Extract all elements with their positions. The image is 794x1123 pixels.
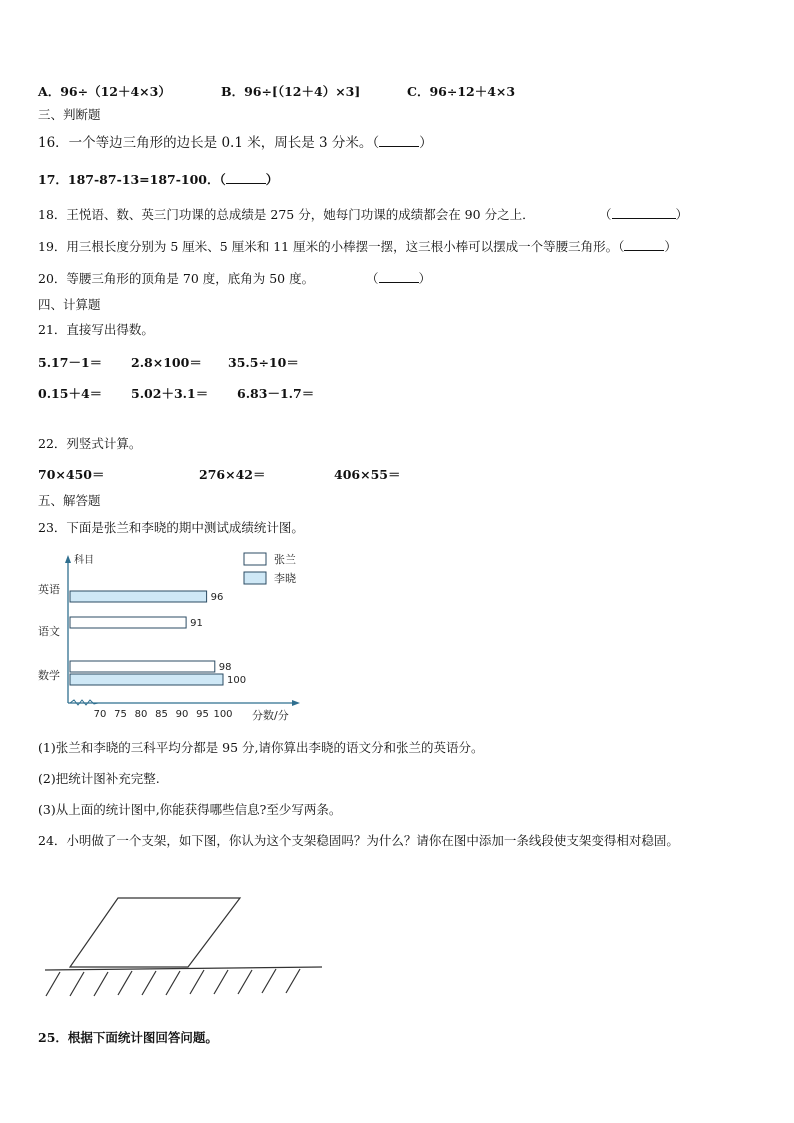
q18-open: （: [599, 207, 612, 222]
q25-title: 25．根据下面统计图回答问题。: [38, 1030, 218, 1045]
category-label: 数学: [38, 669, 60, 682]
q23-sub3: (3)从上面的统计图中,你能获得哪些信息?至少写两条。: [38, 802, 342, 817]
q17-close: ）: [265, 172, 279, 187]
parallelogram-support: [70, 898, 240, 967]
x-tick-label: 70: [93, 709, 107, 720]
q22-title: 22．列竖式计算。: [38, 436, 142, 451]
q18: [38, 207, 535, 223]
q17-text: 17．187-87-13=187-100．（: [38, 172, 226, 187]
category-label: 英语: [38, 583, 60, 596]
q23-sub2: (2)把统计图补充完整.: [38, 771, 160, 786]
bar: [70, 591, 207, 602]
legend-swatch-zhanglan: [244, 553, 266, 565]
bar-value-label: 100: [227, 675, 247, 686]
x-tick-label: 100: [213, 709, 233, 720]
q20: [38, 271, 314, 287]
x-tick-label: 85: [155, 709, 168, 720]
q20-text: 20．等腰三角形的顶角是 70 度，底角为 50 度。: [38, 271, 315, 286]
q18-answer-blank: [612, 207, 676, 219]
q21-item: 0.15＋4＝: [38, 386, 103, 401]
legend-swatch-lixiao: [244, 572, 266, 584]
q19-text: 19．用三根长度分别为 5 厘米、5 厘米和 11 厘米的小棒摆一摆，这三根小棒可以摆成一个等腰三角形。（: [38, 239, 625, 254]
category-label: 语文: [38, 625, 60, 638]
x-axis-label: 分数/分: [252, 709, 289, 722]
bar-value-label: 91: [190, 618, 203, 629]
q23-sub1: (1)张兰和李晓的三科平均分都是 95 分,请你算出李晓的语文分和张兰的英语分。: [38, 740, 484, 755]
section-answer-heading: 五、解答题: [38, 493, 101, 508]
bar-value-label: 96: [210, 592, 224, 603]
bar: [70, 674, 223, 685]
y-axis-label: 科目: [74, 555, 94, 566]
x-tick-label: 90: [175, 709, 189, 720]
q17: [38, 172, 278, 188]
legend-label: 张兰: [274, 553, 296, 566]
q22-item: 276×42＝: [199, 467, 266, 482]
q16-close: ）: [419, 135, 433, 151]
q20-answer-blank: [379, 271, 419, 283]
q23-title: 23．下面是张兰和李晓的期中测试成绩统计图。: [38, 520, 304, 535]
bar: [70, 617, 186, 628]
x-axis-arrow: [292, 700, 300, 706]
q20-close: ）: [418, 271, 432, 286]
q17-answer-blank: [226, 172, 266, 184]
section-judgement-heading: 三、判断题: [38, 107, 101, 122]
q16-answer-blank: [379, 135, 419, 147]
q18-text: 18．王悦语、数、英三门功课的总成绩是 275 分，她每门功课的成绩都会在 90 分之上．: [38, 207, 535, 222]
q21-item: 6.83－1.7＝: [237, 386, 315, 401]
q19-answer-blank: [624, 239, 664, 251]
q20-answer: [366, 271, 431, 287]
q18-answer: [599, 207, 688, 223]
x-tick-label: 75: [114, 709, 127, 720]
q24-title: 24．小明做了一个支架，如下图，你认为这个支架稳固吗？为什么？请你在图中添加一条线段使支架变得相对稳固。: [38, 833, 679, 848]
q22-item: 70×450＝: [38, 467, 105, 482]
q15-option-b: B．96÷[（12＋4）×3]: [221, 84, 361, 99]
q15-option-a: A．96÷（12＋4×3）: [38, 84, 171, 99]
x-tick-label: 80: [134, 709, 148, 720]
y-axis-arrow: [65, 555, 71, 563]
q19-close: ）: [664, 239, 677, 254]
legend-label: 李晓: [274, 572, 296, 585]
q20-open: （: [366, 271, 379, 286]
x-tick-label: 95: [196, 709, 209, 720]
q18-close: ）: [675, 207, 689, 222]
support-frame-figure: [40, 890, 340, 1000]
bar: [70, 661, 215, 672]
q16-text: 16．一个等边三角形的边长是 0.1 米，周长是 3 分米。（: [38, 135, 380, 151]
q21-title: 21．直接写出得数。: [38, 322, 154, 337]
bar-value-label: 98: [218, 662, 232, 673]
q21-item: 5.02＋3.1＝: [131, 386, 209, 401]
q19: [38, 239, 677, 255]
ground-hatching: [46, 969, 300, 996]
q22-item: 406×55＝: [334, 467, 401, 482]
q21-item: 5.17－1＝: [38, 355, 103, 370]
score-bar-chart: [30, 545, 320, 725]
q21-item: 2.8×100＝: [131, 355, 202, 370]
q16: [38, 135, 433, 151]
q15-option-c: C．96÷12＋4×3: [407, 84, 516, 99]
section-calculation-heading: 四、计算题: [38, 297, 101, 312]
q21-item: 35.5÷10＝: [228, 355, 299, 370]
